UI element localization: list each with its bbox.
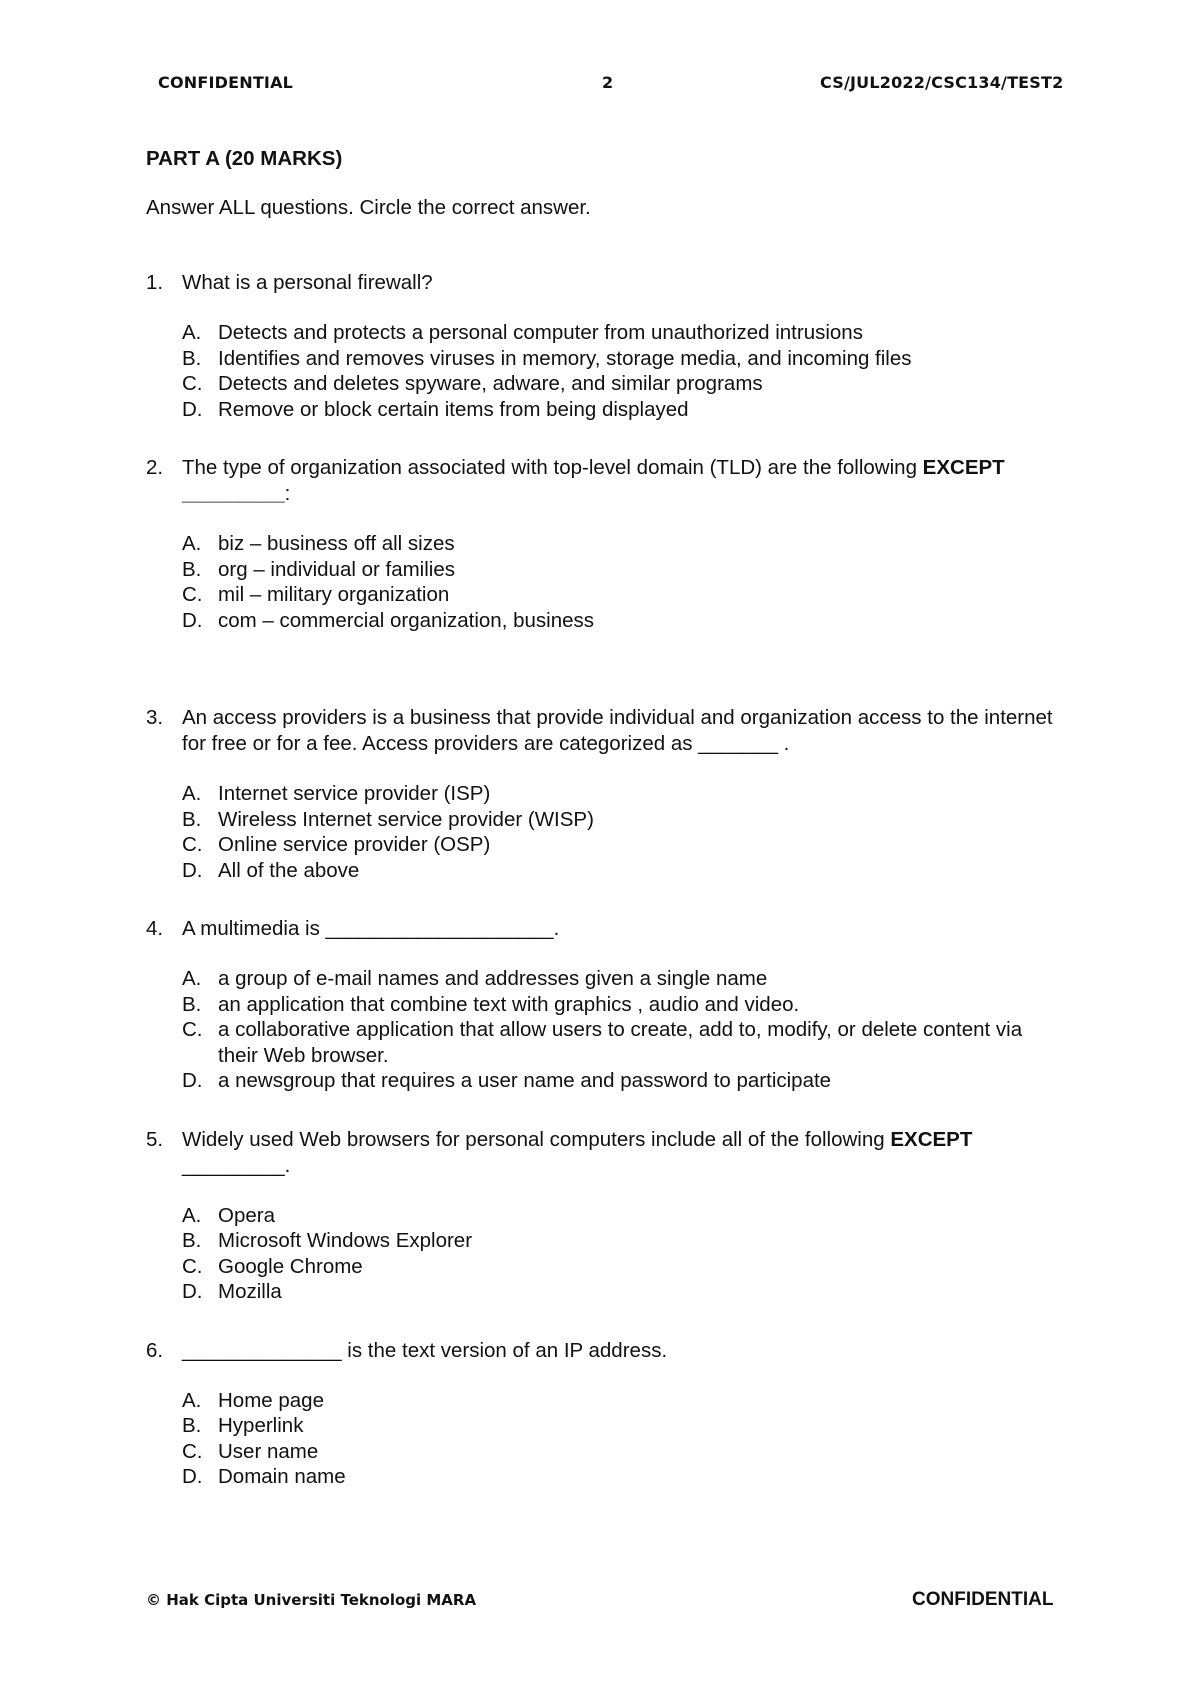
option-a[interactable] xyxy=(182,781,1066,807)
question-number: 3. xyxy=(146,706,164,729)
option-text: com – commercial organization, business xyxy=(218,608,594,632)
option-text: All of the above xyxy=(218,858,360,882)
option-c[interactable] xyxy=(182,371,1066,397)
option-text: an application that combine text with graphics , audio and video. xyxy=(218,992,800,1016)
option-d[interactable] xyxy=(182,397,1066,423)
question-number: 5. xyxy=(146,1127,164,1151)
option-letter: C. xyxy=(182,833,203,856)
question-2 xyxy=(146,455,1066,633)
option-c[interactable] xyxy=(182,832,1066,858)
question-text xyxy=(182,270,1066,296)
option-b[interactable] xyxy=(182,346,1066,372)
question-list xyxy=(146,270,1066,1490)
option-text: Wireless Internet service provider (WISP) xyxy=(218,807,594,831)
option-b[interactable] xyxy=(182,1228,1066,1254)
option-a[interactable] xyxy=(182,320,1066,346)
option-letter: A. xyxy=(182,321,202,344)
option-letter: A. xyxy=(182,1388,202,1412)
option-text: Remove or block certain items from being displayed xyxy=(218,397,689,421)
option-letter: B. xyxy=(182,346,202,370)
option-a[interactable] xyxy=(182,531,1066,557)
emphasis-except: EXCEPT xyxy=(890,1127,973,1151)
option-list xyxy=(182,781,1066,883)
option-b[interactable] xyxy=(182,1413,1066,1439)
instructions: Answer ALL questions. Circle the correct answer. xyxy=(146,196,591,219)
emphasis-except: EXCEPT xyxy=(922,456,1005,479)
answer-blank: _________ xyxy=(182,482,285,505)
option-letter: B. xyxy=(182,807,202,831)
question-number: 6. xyxy=(146,1338,164,1362)
option-letter: B. xyxy=(182,1414,202,1437)
option-a[interactable] xyxy=(182,966,1066,992)
option-text: mil – military organization xyxy=(218,583,450,606)
question-4 xyxy=(146,916,1066,1094)
exam-content xyxy=(146,146,1066,1523)
question-text-part: An access providers is a business that provide individual and organization access to the internet for free or for a fee. Access providers are categorized as _______ . xyxy=(182,706,1053,755)
option-a[interactable] xyxy=(182,1203,1066,1229)
option-text: Internet service provider (ISP) xyxy=(218,782,491,805)
option-text: biz – business off all sizes xyxy=(218,532,455,555)
header-paper-code: CS/JUL2022/CSC134/TEST2 xyxy=(820,73,1064,92)
question-text xyxy=(182,916,1066,942)
option-letter: D. xyxy=(182,1465,203,1488)
option-text: Hyperlink xyxy=(218,1414,304,1437)
option-letter: D. xyxy=(182,608,203,632)
option-letter: C. xyxy=(182,1439,203,1463)
option-letter: A. xyxy=(182,532,202,555)
option-c[interactable] xyxy=(182,1254,1066,1280)
option-text: User name xyxy=(218,1439,319,1463)
option-letter: D. xyxy=(182,858,203,882)
option-text: Home page xyxy=(218,1388,324,1412)
question-number: 4. xyxy=(146,917,164,940)
option-list xyxy=(182,1203,1066,1305)
option-list xyxy=(182,531,1066,633)
option-a[interactable] xyxy=(182,1388,1066,1414)
option-letter: A. xyxy=(182,1203,202,1227)
option-d[interactable] xyxy=(182,1464,1066,1490)
question-6 xyxy=(146,1338,1066,1490)
option-letter: B. xyxy=(182,1229,202,1252)
option-letter: A. xyxy=(182,967,202,990)
option-list xyxy=(182,966,1066,1094)
option-text: a group of e-mail names and addresses given a single name xyxy=(218,967,768,990)
option-letter: B. xyxy=(182,557,202,581)
footer-confidential: CONFIDENTIAL xyxy=(912,1589,1054,1610)
option-d[interactable] xyxy=(182,608,1066,634)
header-page-number: 2 xyxy=(602,73,614,92)
option-c[interactable] xyxy=(182,1017,1066,1068)
option-d[interactable] xyxy=(182,1279,1066,1305)
option-text: Detects and deletes spyware, adware, and similar programs xyxy=(218,372,763,395)
option-d[interactable] xyxy=(182,1068,1066,1094)
part-title: PART A (20 MARKS) xyxy=(146,147,343,170)
option-c[interactable] xyxy=(182,1439,1066,1465)
question-text xyxy=(182,455,1066,507)
question-text xyxy=(182,1127,1066,1179)
question-3 xyxy=(146,705,1066,883)
blank-suffix: : xyxy=(284,482,291,505)
option-text: a newsgroup that requires a user name and password to participate xyxy=(218,1069,832,1092)
answer-blank: _________. xyxy=(182,1153,291,1177)
question-text-part: What is a personal firewall? xyxy=(182,271,433,294)
option-letter: D. xyxy=(182,1280,203,1303)
option-letter: C. xyxy=(182,583,203,606)
option-letter: D. xyxy=(182,1069,203,1092)
option-text: Opera xyxy=(218,1203,275,1227)
question-text-part: A multimedia is ____________________. xyxy=(182,917,560,940)
option-letter: C. xyxy=(182,1018,203,1041)
option-text: Identifies and removes viruses in memory, storage media, and incoming files xyxy=(218,346,912,370)
option-d[interactable] xyxy=(182,858,1066,884)
footer-copyright: © Hak Cipta Universiti Teknologi MARA xyxy=(146,1591,477,1609)
option-letter: A. xyxy=(182,782,202,805)
question-1 xyxy=(146,270,1066,422)
question-number: 2. xyxy=(146,456,164,479)
option-text: Mozilla xyxy=(218,1280,282,1303)
option-text: org – individual or families xyxy=(218,557,456,581)
question-text xyxy=(182,705,1066,757)
option-list xyxy=(182,320,1066,422)
option-text: a collaborative application that allow users to create, add to, modify, or delete content via their Web browser. xyxy=(218,1018,1023,1067)
option-b[interactable] xyxy=(182,557,1066,583)
option-letter: D. xyxy=(182,397,203,421)
question-number: 1. xyxy=(146,271,164,294)
option-text: Google Chrome xyxy=(218,1254,363,1278)
option-c[interactable] xyxy=(182,582,1066,608)
option-letter: C. xyxy=(182,1254,203,1278)
option-letter: B. xyxy=(182,992,202,1016)
option-text: Online service provider (OSP) xyxy=(218,833,491,856)
option-list xyxy=(182,1388,1066,1490)
option-b[interactable] xyxy=(182,992,1066,1018)
option-text: Microsoft Windows Explorer xyxy=(218,1229,473,1252)
option-text: Detects and protects a personal computer from unauthorized intrusions xyxy=(218,321,863,344)
question-text-part: ______________ is the text version of an IP address. xyxy=(182,1338,668,1362)
question-5 xyxy=(146,1127,1066,1305)
option-text: Domain name xyxy=(218,1465,346,1488)
question-text xyxy=(182,1338,1066,1364)
question-text-part: The type of organization associated with top-level domain (TLD) are the following xyxy=(182,456,923,479)
question-text-part: Widely used Web browsers for personal computers include all of the following xyxy=(182,1127,891,1151)
header-confidential: CONFIDENTIAL xyxy=(158,73,294,92)
option-letter: C. xyxy=(182,372,203,395)
option-b[interactable] xyxy=(182,807,1066,833)
